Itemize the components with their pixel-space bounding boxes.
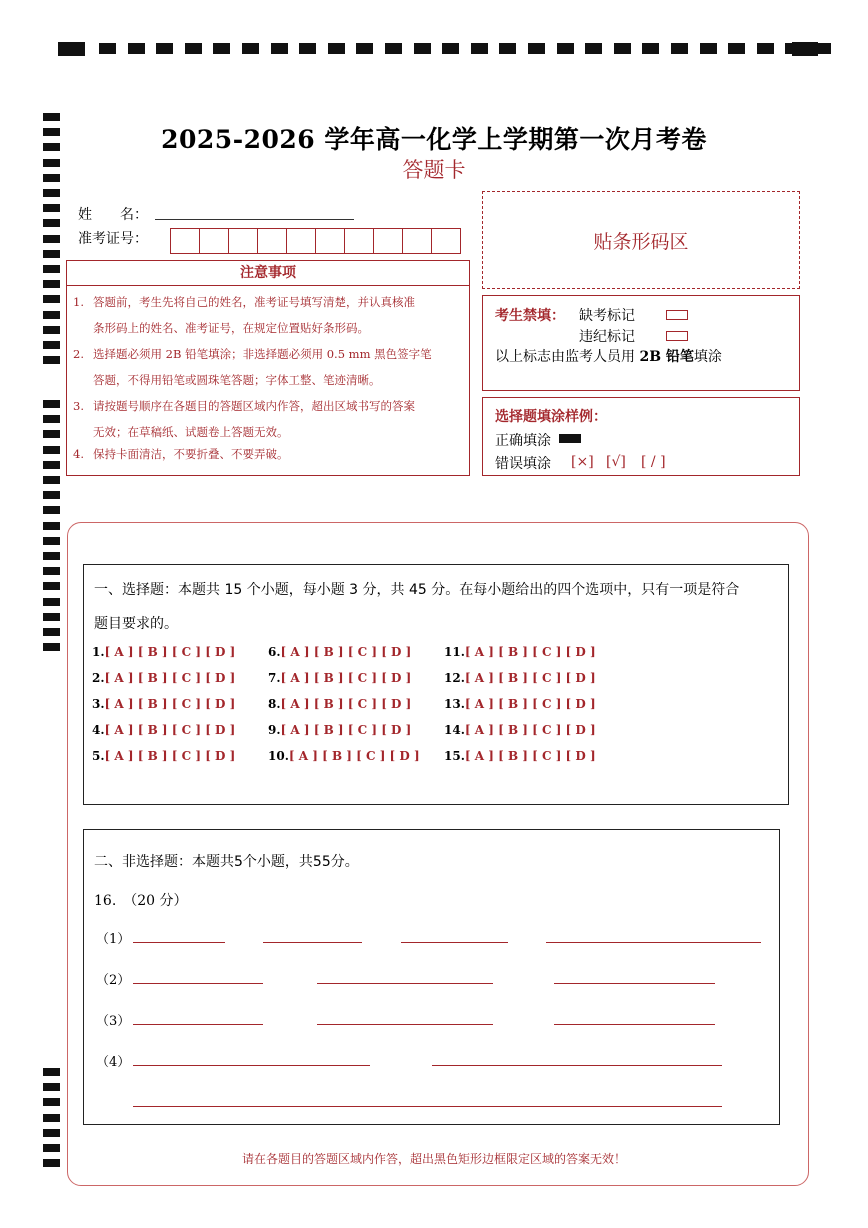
id-digit-box[interactable] (345, 229, 374, 253)
timing-mark (328, 43, 345, 54)
answer-line[interactable] (432, 1065, 722, 1066)
timing-mark (614, 43, 631, 54)
timing-mark (43, 522, 60, 530)
timing-mark (43, 326, 60, 334)
timing-mark (43, 567, 60, 575)
answer-options[interactable]: [ A ] [ B ] [ C ] [ D ] (104, 671, 236, 685)
answer-options[interactable]: [ A ] [ B ] [ C ] [ D ] (280, 645, 412, 659)
question-number: 3. (92, 697, 105, 711)
timing-mark (43, 476, 60, 484)
absent-mark-label: 缺考标记 (579, 308, 635, 324)
choice-question-3[interactable] (92, 697, 235, 711)
answer-line[interactable] (317, 1024, 493, 1025)
choice-question-12[interactable] (444, 671, 596, 685)
timing-mark (471, 43, 488, 54)
id-digit-box[interactable] (171, 229, 200, 253)
wrong-mark-3: [ / ] (641, 454, 666, 470)
timing-mark (99, 43, 116, 54)
id-label: 准考证号： (78, 231, 148, 247)
timing-mark (43, 628, 60, 636)
name-field[interactable] (155, 204, 354, 220)
notice-item-2: 2. 选择题必须用 2B 铅笔填涂；非选择题必须用 0.5 mm 黑色签字笔 答题，不得用铅笔或圆珠笔答题；字体工整、笔迹清晰。 (73, 347, 432, 387)
notice-item-4: 4. 保持卡面清洁，不要折叠、不要弄破。 (73, 447, 289, 461)
timing-mark (43, 506, 60, 514)
timing-mark (671, 43, 688, 54)
answer-line[interactable] (133, 1106, 722, 1107)
timing-mark (43, 430, 60, 438)
timing-mark (442, 43, 459, 54)
answer-line[interactable] (133, 1024, 263, 1025)
timing-mark (43, 582, 60, 590)
timing-mark (43, 219, 60, 227)
wrong-mark-1: [×] (571, 454, 594, 470)
answer-line[interactable] (133, 983, 263, 984)
timing-mark (43, 1098, 60, 1106)
question-number: 6. (268, 645, 281, 659)
question-number: 13. (444, 697, 465, 711)
answer-line[interactable] (263, 942, 362, 943)
question-number: 2. (92, 671, 105, 685)
timing-mark (43, 491, 60, 499)
question-number: 5. (92, 749, 105, 763)
answer-options[interactable]: [ A ] [ B ] [ C ] [ D ] (104, 749, 236, 763)
question-number: 8. (268, 697, 281, 711)
id-digit-box[interactable] (316, 229, 345, 253)
id-digit-box[interactable] (287, 229, 316, 253)
choice-question-6[interactable] (268, 645, 411, 659)
id-number-boxes[interactable] (170, 228, 461, 254)
barcode-area: 贴条形码区 (482, 191, 800, 289)
choice-question-7[interactable] (268, 671, 411, 685)
timing-mark (43, 250, 60, 258)
choice-question-11[interactable] (444, 645, 596, 659)
question-number: 11. (444, 645, 465, 659)
question-number: 14. (444, 723, 465, 737)
answer-line[interactable] (554, 1024, 715, 1025)
section-choice (83, 564, 789, 805)
timing-mark (43, 295, 60, 303)
timing-mark (356, 43, 373, 54)
answer-options[interactable]: [ A ] [ B ] [ C ] [ D ] (104, 697, 236, 711)
timing-mark (385, 43, 402, 54)
timing-mark (43, 415, 60, 423)
answer-options[interactable]: [ A ] [ B ] [ C ] [ D ] (464, 645, 596, 659)
timing-mark (700, 43, 717, 54)
part-label-3: （3） (96, 1014, 131, 1029)
answer-line[interactable] (133, 1065, 370, 1066)
question-number: 7. (268, 671, 281, 685)
timing-mark (728, 43, 745, 54)
notice-box (66, 260, 470, 476)
correct-fill-label: 正确填涂 (495, 433, 551, 449)
filled-mark-example (559, 434, 581, 443)
id-digit-box[interactable] (403, 229, 432, 253)
timing-mark (43, 1083, 60, 1091)
timing-mark (43, 1068, 60, 1076)
timing-mark (43, 311, 60, 319)
id-digit-box[interactable] (432, 229, 460, 253)
answer-options[interactable]: [ A ] [ B ] [ C ] [ D ] (280, 697, 412, 711)
timing-mark (43, 265, 60, 273)
timing-mark (499, 43, 516, 54)
sample-box (482, 397, 800, 476)
question-number: 15. (444, 749, 465, 763)
question-number: 9. (268, 723, 281, 737)
section-free-title: 二、非选择题：本题共5个小题，共55分。 (94, 854, 359, 870)
exam-subtitle: 答题卡 (402, 158, 466, 182)
answer-line[interactable] (317, 983, 493, 984)
question-number: 12. (444, 671, 465, 685)
choice-question-2[interactable] (92, 671, 235, 685)
question-16-label: 16. （20 分） (94, 893, 188, 909)
timing-mark (43, 280, 60, 288)
timing-mark (414, 43, 431, 54)
timing-mark (43, 613, 60, 621)
timing-mark (43, 1114, 60, 1122)
forbidden-box (482, 295, 800, 391)
timing-mark (43, 461, 60, 469)
answer-line[interactable] (401, 942, 508, 943)
answer-options[interactable]: [ A ] [ B ] [ C ] [ D ] (464, 723, 596, 737)
choice-question-8[interactable] (268, 697, 411, 711)
timing-mark (642, 43, 659, 54)
answer-options[interactable]: [ A ] [ B ] [ C ] [ D ] (280, 671, 412, 685)
timing-mark (43, 598, 60, 606)
choice-question-9[interactable] (268, 723, 411, 737)
choice-question-13[interactable] (444, 697, 596, 711)
timing-mark (185, 43, 202, 54)
part-label-1: （1） (96, 932, 131, 947)
question-number: 4. (92, 723, 105, 737)
choice-question-4[interactable] (92, 723, 235, 737)
answer-options[interactable]: [ A ] [ B ] [ C ] [ D ] (104, 645, 236, 659)
timing-mark (43, 552, 60, 560)
timing-mark (792, 42, 818, 56)
forbidden-note: 以上标志由监考人员用 2B 铅笔填涂 (495, 349, 722, 365)
answer-line[interactable] (133, 942, 225, 943)
forbidden-label: 考生禁填： (495, 308, 565, 324)
timing-mark (43, 1129, 60, 1137)
timing-mark (128, 43, 145, 54)
id-digit-box[interactable] (200, 229, 229, 253)
question-number: 1. (92, 645, 105, 659)
answer-options[interactable]: [ A ] [ B ] [ C ] [ D ] (464, 671, 596, 685)
sample-title: 选择题填涂样例： (495, 409, 607, 425)
timing-mark (43, 356, 60, 364)
answer-options[interactable]: [ A ] [ B ] [ C ] [ D ] (464, 697, 596, 711)
section-choice-instructions-1: 一、选择题：本题共 15 个小题，每小题 3 分，共 45 分。在每小题给出的四个选项中，只有一项是符合 (94, 582, 740, 598)
timing-mark (213, 43, 230, 54)
wrong-mark-2: [√] (606, 454, 626, 470)
timing-mark (585, 43, 602, 54)
answer-options[interactable]: [ A ] [ B ] [ C ] [ D ] (280, 723, 412, 737)
section-choice-instructions-2: 题目要求的。 (94, 616, 178, 632)
question-number: 10. (268, 749, 289, 763)
answer-line[interactable] (554, 983, 715, 984)
timing-mark (43, 235, 60, 243)
answer-options[interactable]: [ A ] [ B ] [ C ] [ D ] (288, 749, 420, 763)
choice-question-5[interactable] (92, 749, 235, 763)
choice-question-15[interactable] (444, 749, 596, 763)
timing-mark (271, 43, 288, 54)
part-label-4: （4） (96, 1055, 131, 1070)
timing-mark (43, 537, 60, 545)
id-digit-box[interactable] (374, 229, 403, 253)
timing-mark (43, 189, 60, 197)
notice-item-1: 1. 答题前，考生先将自己的姓名，准考证号填写清楚，并认真核准 条形码上的姓名、准考证号，在规定位置贴好条形码。 (73, 295, 415, 335)
timing-mark (43, 643, 60, 651)
violation-mark-box[interactable] (666, 328, 688, 344)
timing-mark (58, 42, 85, 56)
id-digit-box[interactable] (258, 229, 287, 253)
part-label-2: （2） (96, 973, 131, 988)
wrong-fill-label: 错误填涂 (495, 456, 551, 472)
timing-mark (43, 400, 60, 408)
exam-title: 2025-2026 学年高一化学上学期第一次月考卷 (161, 125, 707, 154)
notice-title: 注意事项 (67, 261, 469, 286)
timing-mark (43, 204, 60, 212)
absent-mark-box[interactable] (666, 307, 688, 323)
answer-options[interactable]: [ A ] [ B ] [ C ] [ D ] (104, 723, 236, 737)
section-free-response (83, 829, 780, 1125)
timing-mark (299, 43, 316, 54)
violation-mark-label: 违纪标记 (579, 329, 635, 345)
footer-warning: 请在各题目的答题区域内作答，超出黑色矩形边框限定区域的答案无效！ (241, 1152, 626, 1166)
timing-mark (43, 446, 60, 454)
timing-mark (242, 43, 259, 54)
timing-mark (557, 43, 574, 54)
timing-mark (156, 43, 173, 54)
id-digit-box[interactable] (229, 229, 258, 253)
answer-line[interactable] (546, 942, 761, 943)
timing-mark (528, 43, 545, 54)
notice-item-3: 3. 请按题号顺序在各题目的答题区域内作答，超出区域书写的答案 无效；在草稿纸、试题卷上答题无效。 (73, 399, 415, 439)
choice-question-10[interactable] (268, 749, 420, 763)
timing-mark (757, 43, 774, 54)
choice-question-14[interactable] (444, 723, 596, 737)
answer-options[interactable]: [ A ] [ B ] [ C ] [ D ] (464, 749, 596, 763)
name-label: 姓 名： (78, 207, 148, 223)
timing-mark (43, 341, 60, 349)
choice-question-1[interactable] (92, 645, 235, 659)
